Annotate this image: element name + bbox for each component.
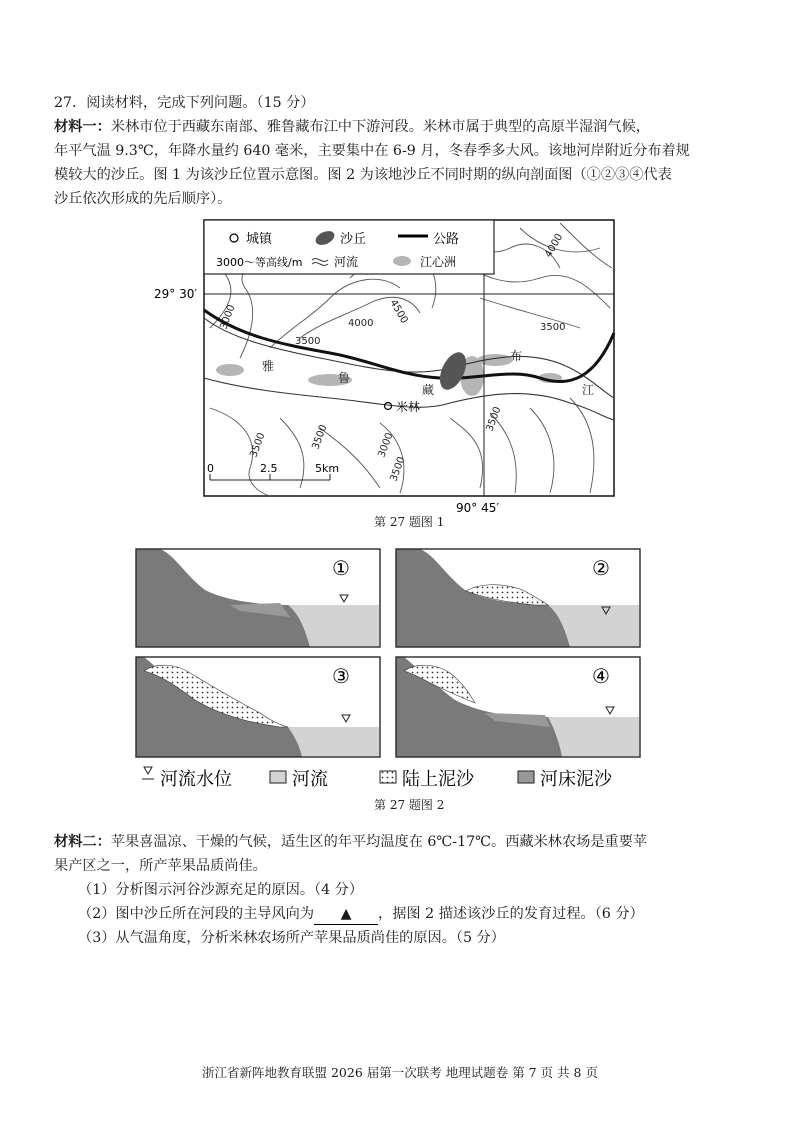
scale-label: 5km xyxy=(315,462,340,475)
river-char: 布 xyxy=(510,349,523,363)
town-label: 米林 xyxy=(396,400,421,414)
profile-panel-1 xyxy=(136,549,380,647)
contour-label: 3500 xyxy=(310,423,330,452)
legend-contour: 3000～等高线/m xyxy=(216,256,303,269)
contour-label: 3500 xyxy=(388,455,408,484)
contour-label: 3500 xyxy=(248,431,268,460)
legend-river: 河流 xyxy=(334,255,359,269)
question-2-before: （2）图中沙丘所在河段的主导风向为 xyxy=(78,906,315,922)
legend-dune: 沙丘 xyxy=(340,232,367,247)
scale-label: 0 xyxy=(207,462,214,475)
question-1: （1）分析图示河谷沙源充足的原因。（4 分） xyxy=(78,882,364,898)
figure2-caption: 第 27 题图 2 xyxy=(374,798,445,812)
contour-label: 3000 xyxy=(376,431,396,460)
material1-line-1 xyxy=(54,117,650,137)
panel-label: ④ xyxy=(592,664,610,688)
material1-line-4: 沙丘依次形成的先后顺序）。 xyxy=(54,191,232,207)
question-2-after: ，据图 2 描述该沙丘的发育过程。（6 分） xyxy=(378,906,644,922)
material1-label: 材料一： xyxy=(54,119,111,135)
figure2-legend xyxy=(142,767,613,790)
contour-label: 3000 xyxy=(218,303,238,332)
figure1-map xyxy=(150,218,630,518)
river-char: 藏 xyxy=(422,383,435,397)
legend-bed-sand: 河床泥沙 xyxy=(540,769,612,790)
panel-label: ② xyxy=(592,556,610,580)
question-2 xyxy=(78,904,644,925)
material2-text-1: 苹果喜温凉、干燥的气候，适生区的年平均温度在 6℃-17℃。西藏米林农场是重要苹 xyxy=(110,834,648,850)
contour-label: 4500 xyxy=(387,298,410,326)
profile-panel-3 xyxy=(136,657,380,757)
legend-water-level: 河流水位 xyxy=(160,769,232,790)
contour-label: 3500 xyxy=(484,405,504,434)
legend-island: 江心洲 xyxy=(420,255,457,269)
panel-label: ③ xyxy=(332,664,350,688)
material2-label: 材料二： xyxy=(54,834,111,850)
profile-panel-2 xyxy=(396,549,640,647)
material1-line-3: 模较大的沙丘。图 1 为该沙丘位置示意图。图 2 为该地沙丘不同时期的纵向剖面图（①②③④代表 xyxy=(54,167,672,183)
profile-panel-4 xyxy=(396,657,640,757)
material1-line-2: 年平气温 9.3℃，年降水量约 640 毫米，主要集中在 6-9 月，冬春季多大风。该地河岸附近分布着规 xyxy=(54,143,690,159)
question-3: （3）从气温角度，分析米林农场所产苹果品质尚佳的原因。（5 分） xyxy=(78,930,505,946)
panel-label: ① xyxy=(332,556,350,580)
material2-line-2: 果产区之一，所产苹果品质尚佳。 xyxy=(54,858,267,874)
legend-town: 城镇 xyxy=(246,232,273,247)
figure1-caption: 第 27 题图 1 xyxy=(374,515,445,529)
figure2-profiles xyxy=(130,545,660,793)
contour-label: 3500 xyxy=(540,322,566,333)
contour-label: 3500 xyxy=(295,336,321,347)
material2-line-1 xyxy=(54,832,647,852)
contour-label: 4000 xyxy=(348,318,374,329)
river-char: 江 xyxy=(582,383,595,397)
answer-blank: ▲ xyxy=(314,904,378,925)
lon-label: 90° 45′ xyxy=(456,501,500,515)
material1-text-1: 米林市位于西藏东南部、雅鲁藏布江中下游河段。米林市属于典型的高原半湿润气候， xyxy=(110,119,650,135)
contour-label: 4000 xyxy=(543,231,566,260)
scale-label: 2.5 xyxy=(260,462,278,475)
lat-label: 29° 30′ xyxy=(154,287,198,301)
river-char: 雅 xyxy=(262,359,275,373)
legend-land-sand: 陆上泥沙 xyxy=(402,769,474,790)
question-header: 27．阅读材料，完成下列问题。（15 分） xyxy=(54,95,315,111)
legend-road: 公路 xyxy=(433,232,460,247)
page-footer: 浙江省新阵地教育联盟 2026 届第一次联考 地理试题卷 第 7 页 共 8 页 xyxy=(202,1065,598,1080)
legend-river2: 河流 xyxy=(292,769,328,790)
river-char: 鲁 xyxy=(338,371,351,385)
